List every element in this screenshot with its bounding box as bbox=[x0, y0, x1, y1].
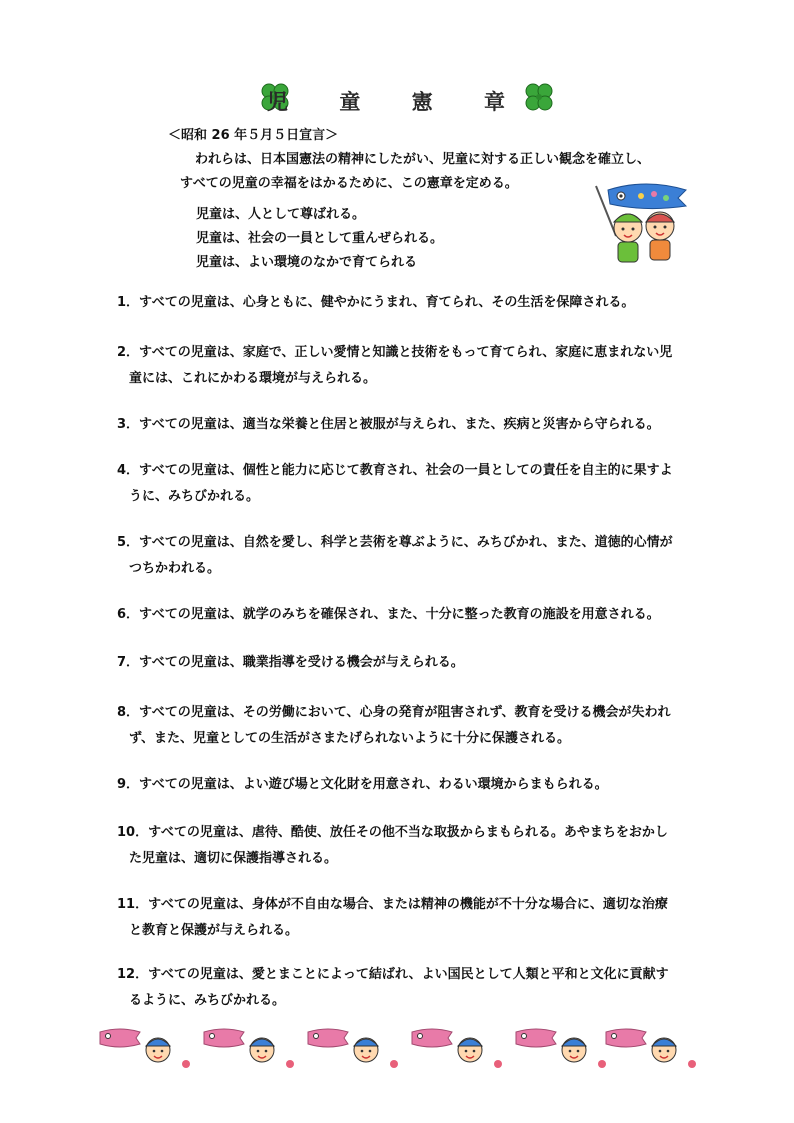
article-text-continued: つちかわれる。 bbox=[129, 561, 221, 576]
article-number: 8． bbox=[117, 705, 140, 720]
article-text: すべての児童は、虐待、酷使、放任その他不当な取扱からまもられる。あやまちをおかし bbox=[148, 825, 668, 840]
children-carp-illustration bbox=[586, 176, 696, 271]
article-text-continued: るように、みちびかれる。 bbox=[129, 993, 286, 1008]
article-text: すべての児童は、自然を愛し、科学と芸術を尊ぶように、みちびかれ、また、道徳的心情が bbox=[139, 535, 673, 550]
article-1 bbox=[117, 290, 697, 316]
article-number: 4． bbox=[117, 463, 140, 478]
article-10 bbox=[117, 820, 697, 872]
article-text-continued: ず、また、児童としての生活がさまたげられないように十分に保護される。 bbox=[129, 731, 570, 746]
article-text: すべての児童は、就学のみちを確保され、また、十分に整った教育の施設を用意される。 bbox=[139, 607, 660, 622]
principle-2: 児童は、社会の一員として重んぜられる。 bbox=[196, 231, 444, 246]
page-title: 児 童 憲 章 bbox=[267, 90, 527, 114]
article-7 bbox=[117, 650, 697, 676]
article-number: 9． bbox=[117, 777, 140, 792]
article-5 bbox=[117, 530, 697, 582]
article-2 bbox=[117, 340, 697, 392]
article-text: すべての児童は、家庭で、正しい愛情と知識と技術をもって育てられ、家庭に恵まれない児 bbox=[139, 345, 673, 360]
article-text: すべての児童は、愛とまことによって結ばれ、よい国民として人類と平和と文化に貢献す bbox=[148, 967, 669, 982]
article-12 bbox=[117, 962, 697, 1014]
article-number: 10． bbox=[117, 825, 149, 840]
article-text-continued: うに、みちびかれる。 bbox=[129, 489, 260, 504]
article-number: 2． bbox=[117, 345, 140, 360]
article-9 bbox=[117, 772, 697, 798]
article-text: すべての児童は、心身ともに、健やかにうまれ、育てられ、その生活を保障される。 bbox=[139, 295, 635, 310]
article-number: 7． bbox=[117, 655, 140, 670]
article-3 bbox=[117, 412, 697, 438]
declaration-date: ＜昭和 26 年５月５日宣言＞ bbox=[168, 128, 339, 143]
article-number: 1． bbox=[117, 295, 140, 310]
article-text: すべての児童は、身体が不自由な場合、または精神の機能が不十分な場合に、適切な治療 bbox=[148, 897, 668, 912]
article-text-continued: た児童は、適切に保護指導される。 bbox=[129, 851, 338, 866]
article-number: 5． bbox=[117, 535, 140, 550]
article-8 bbox=[117, 700, 697, 752]
article-number: 11． bbox=[117, 897, 149, 912]
article-number: 6． bbox=[117, 607, 140, 622]
article-11 bbox=[117, 892, 697, 944]
article-text-continued: と教育と保護が与えられる。 bbox=[129, 923, 299, 938]
footer-decoration-border bbox=[96, 1020, 696, 1076]
article-6 bbox=[117, 602, 697, 628]
principle-1: 児童は、人として尊ばれる。 bbox=[196, 207, 366, 222]
article-text: すべての児童は、職業指導を受ける機会が与えられる。 bbox=[139, 655, 464, 670]
article-text: すべての児童は、その労働において、心身の発育が阻害されず、教育を受ける機会が失われ bbox=[139, 705, 671, 720]
article-text: すべての児童は、よい遊び場と文化財を用意され、わるい環境からまもられる。 bbox=[139, 777, 608, 792]
article-number: 3． bbox=[117, 417, 140, 432]
article-text: すべての児童は、個性と能力に応じて教育され、社会の一員としての責任を自主的に果すよ bbox=[139, 463, 673, 478]
preamble-line-2: すべての児童の幸福をはかるために、この憲章を定める。 bbox=[180, 176, 518, 191]
article-number: 12． bbox=[117, 967, 149, 982]
preamble-line-1: われらは、日本国憲法の精神にしたがい、児童に対する正しい観念を確立し、 bbox=[195, 152, 651, 167]
article-4 bbox=[117, 458, 697, 510]
principle-3: 児童は、よい環境のなかで育てられる bbox=[196, 255, 418, 270]
article-text-continued: 童には、これにかわる環境が与えられる。 bbox=[129, 371, 377, 386]
article-text: すべての児童は、適当な栄養と住居と被服が与えられ、また、疾病と災害から守られる。 bbox=[139, 417, 660, 432]
